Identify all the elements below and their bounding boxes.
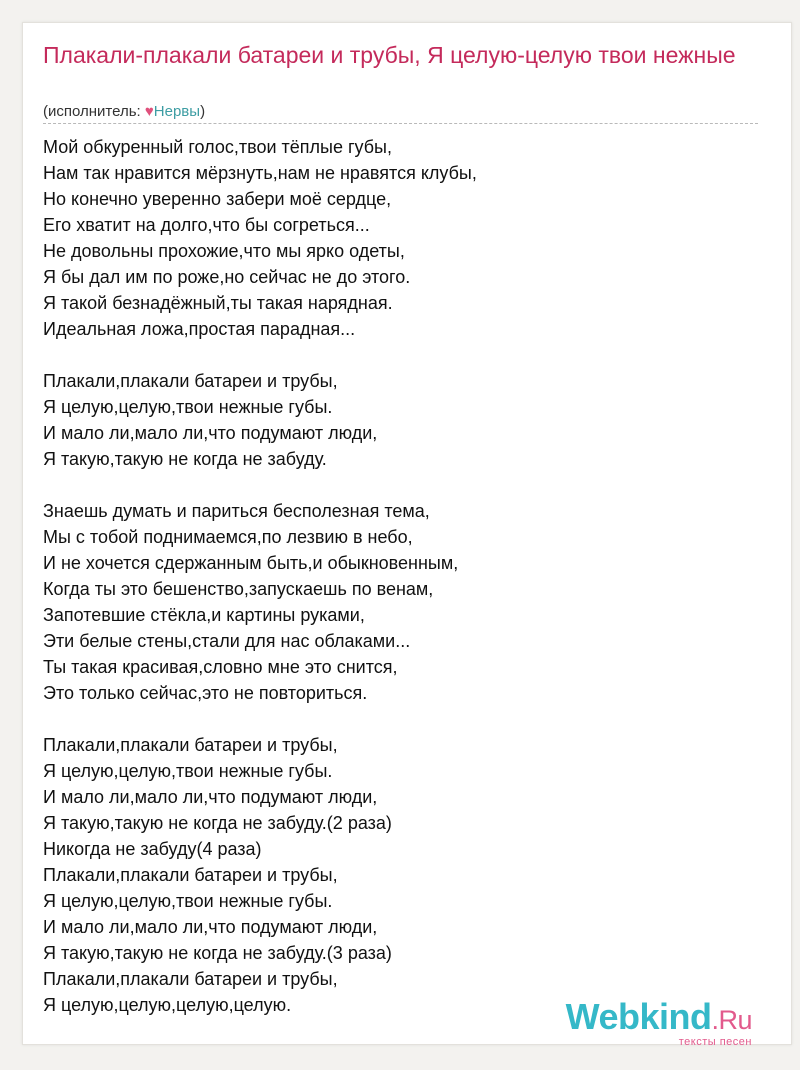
lyric-line: Я такую,такую не когда не забуду.(3 раза) bbox=[43, 943, 392, 963]
performer-line bbox=[43, 103, 205, 120]
lyric-line: Я бы дал им по роже,но сейчас не до этого. bbox=[43, 267, 411, 287]
site-logo[interactable] bbox=[566, 998, 752, 1048]
lyric-line: И мало ли,мало ли,что подумают люди, bbox=[43, 917, 378, 937]
lyric-line: Мы с тобой поднимаемся,по лезвию в небо, bbox=[43, 527, 413, 547]
lyric-line: И мало ли,мало ли,что подумают люди, bbox=[43, 787, 378, 807]
logo-main-text: Webkind bbox=[565, 996, 712, 1037]
lyric-line: Не довольны прохожие,что мы ярко одеты, bbox=[43, 241, 405, 261]
performer-prefix: (исполнитель: bbox=[43, 103, 145, 120]
lyric-line: И не хочется сдержанным быть,и обыкновенным, bbox=[43, 553, 459, 573]
lyric-line: И мало ли,мало ли,что подумают люди, bbox=[43, 423, 378, 443]
lyric-line: Мой обкуренный голос,твои тёплые губы, bbox=[43, 137, 392, 157]
lyric-line: Ты такая красивая,словно мне это снится, bbox=[43, 657, 398, 677]
lyric-line: Я такую,такую не когда не забуду. bbox=[43, 449, 327, 469]
lyric-line: Эти белые стены,стали для нас облаками... bbox=[43, 631, 411, 651]
stanza-gap bbox=[43, 472, 763, 498]
stanza-gap bbox=[43, 706, 763, 732]
lyric-line: Идеальная ложа,простая парадная... bbox=[43, 319, 356, 339]
lyric-line: Я такой безнадёжный,ты такая нарядная. bbox=[43, 293, 393, 313]
artist-link[interactable] bbox=[145, 103, 200, 120]
lyric-line: Плакали,плакали батареи и трубы, bbox=[43, 969, 338, 989]
lyric-line: Плакали,плакали батареи и трубы, bbox=[43, 371, 338, 391]
lyric-line: Я такую,такую не когда не забуду.(2 раза) bbox=[43, 813, 392, 833]
lyric-line: Я целую,целую,целую,целую. bbox=[43, 995, 292, 1015]
lyric-line: Никогда не забуду(4 раза) bbox=[43, 839, 262, 859]
lyric-line: Я целую,целую,твои нежные губы. bbox=[43, 397, 333, 417]
lyric-line: Это только сейчас,это не повториться. bbox=[43, 683, 368, 703]
logo-tld: .Ru bbox=[711, 1005, 752, 1035]
lyric-line: Нам так нравится мёрзнуть,нам не нравятся клубы, bbox=[43, 163, 477, 183]
heart-icon: ♥ bbox=[144, 103, 154, 120]
lyric-line: Я целую,целую,твои нежные губы. bbox=[43, 891, 333, 911]
lyric-line: Запотевшие стёкла,и картины руками, bbox=[43, 605, 365, 625]
lyric-line: Когда ты это бешенство,запускаешь по венам, bbox=[43, 579, 434, 599]
performer-suffix: ) bbox=[200, 103, 206, 120]
lyrics-card bbox=[22, 22, 792, 1045]
lyric-line: Знаешь думать и париться бесполезная тема, bbox=[43, 501, 430, 521]
lyric-line: Плакали,плакали батареи и трубы, bbox=[43, 735, 338, 755]
lyric-line: Но конечно уверенно забери моё сердце, bbox=[43, 189, 392, 209]
lyrics-text bbox=[43, 134, 763, 1018]
lyric-line: Я целую,целую,твои нежные губы. bbox=[43, 761, 333, 781]
lyric-line: Плакали,плакали батареи и трубы, bbox=[43, 865, 338, 885]
divider bbox=[43, 123, 758, 124]
stanza-gap bbox=[43, 342, 763, 368]
song-title: Плакали-плакали батареи и трубы, Я целую-целую твои нежные bbox=[43, 42, 736, 68]
artist-name: Нервы bbox=[153, 103, 201, 120]
logo-tagline: тексты песен bbox=[678, 1036, 752, 1048]
lyric-line: Его хватит на долго,что бы согреться... bbox=[43, 215, 370, 235]
logo-wordmark bbox=[566, 998, 752, 1039]
